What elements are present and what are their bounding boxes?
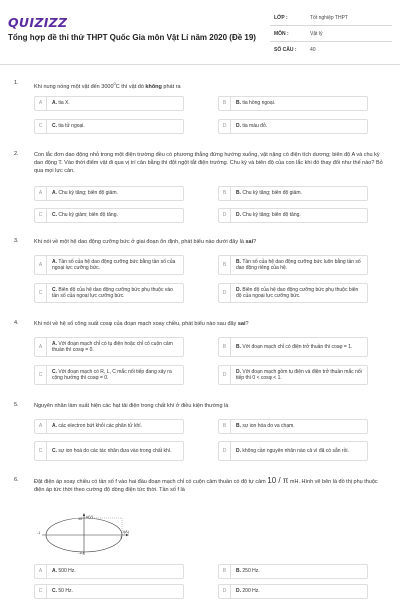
answer-option-c[interactable]: C C. Chu kỳ giảm; biên độ tăng.	[34, 208, 184, 223]
option-letter: A	[35, 256, 47, 274]
x-tick-negative: -1	[37, 531, 41, 535]
question-number: 1.	[14, 80, 19, 86]
meta-key: MÔN :	[274, 30, 289, 37]
option-letter: C	[35, 585, 47, 598]
option-letter: D	[219, 442, 231, 460]
answer-option-d[interactable]: D D. 200 Hz.	[218, 584, 368, 599]
answer-option-d[interactable]: D D. không cần nguyên nhân nào cả vì đã có sẵn rồi.	[218, 441, 368, 461]
option-letter: D	[219, 209, 231, 222]
question-number: 6.	[14, 477, 19, 483]
option-letter: D	[219, 284, 231, 302]
y-tick-positive: 10	[78, 517, 83, 521]
answer-option-d[interactable]: D D. Với đoạn mạch gồm tụ điện và điện trở thuần mắc nối tiếp thì 0 < cosφ < 1.	[218, 365, 368, 385]
answer-option-a[interactable]: A A. 500 Hz.	[34, 564, 184, 579]
option-letter: A	[35, 565, 47, 578]
question-number: 4.	[14, 320, 19, 326]
option-letter: B	[219, 420, 231, 433]
meta-value: 40	[310, 47, 316, 53]
y-axis-label: u(V)	[86, 515, 94, 519]
quizizz-logo: QUIZIZZ	[8, 15, 68, 30]
answer-option-a[interactable]: A A. Chu kỳ tăng; biên độ giảm.	[34, 186, 184, 201]
answer-option-b[interactable]: B B. Chu kỳ tăng; biên độ giảm.	[218, 186, 368, 201]
answer-option-c[interactable]: C C. Biên độ của hệ dao động cưỡng bức phụ thuộc vào tần số của ngoại lực cưỡng bức.	[34, 283, 184, 303]
answer-option-c[interactable]: C C. sự ion hoá do các tác nhân đưa vào trong chất khí.	[34, 441, 184, 461]
option-letter: A	[35, 97, 47, 110]
option-letter: D	[219, 585, 231, 598]
option-letter: C	[35, 366, 47, 384]
answer-option-a[interactable]: A A. tia X.	[34, 96, 184, 111]
y-tick-negative: -10	[78, 551, 84, 555]
meta-key: LỚP :	[274, 14, 288, 21]
document-title: Tổng hợp đề thi thử THPT Quốc Gia môn Vật Lí năm 2020 (Đề 19)	[8, 33, 256, 42]
meta-row-class	[270, 10, 392, 26]
header-divider	[0, 64, 400, 65]
answer-option-a[interactable]: A A. Tần số của hệ dao động cưỡng bức bằng tần số của ngoại lực cưỡng bức.	[34, 255, 184, 275]
question-number: 2.	[14, 151, 19, 157]
meta-table	[270, 10, 392, 58]
option-letter: A	[35, 420, 47, 433]
x-axis-arrow	[126, 534, 129, 536]
answer-option-b[interactable]: B B. sự ion hóa do va chạm.	[218, 419, 368, 434]
option-letter: C	[35, 442, 47, 460]
option-letter: A	[35, 187, 47, 200]
answer-option-c[interactable]: C C. Với đoạn mạch có R, L, C mắc nối tiếp đang xảy ra cộng hưởng thì cosφ = 0.	[34, 365, 184, 385]
option-letter: B	[219, 338, 231, 356]
answer-option-a[interactable]: A A. Với đoạn mạch chỉ có tụ điện hoặc chỉ có cuộn cảm thuần thì cosφ = 0.	[34, 337, 184, 357]
question-text: Khi nói về một hệ dao động cưỡng bức ở giai đoạn ổn định, phát biểu nào dưới đây là sai?	[34, 239, 257, 245]
meta-row-subject	[270, 26, 392, 42]
answer-option-d[interactable]: D D. Biên độ của hệ dao động cưỡng bức phụ thuộc biên độ của ngoại lực cưỡng bức.	[218, 283, 368, 303]
answer-option-b[interactable]: B B. Tần số của hệ dao động cưỡng bức luôn bằng tần số dao động riêng của hệ.	[218, 255, 368, 275]
option-letter: C	[35, 209, 47, 222]
answer-option-b[interactable]: B B. 250 Hz.	[218, 564, 368, 579]
question-text: Khi nói về hệ số công suất cosφ của đoạn mạch xoay chiều, phát biểu nào sau đây sai?	[34, 321, 249, 327]
answer-option-a[interactable]: A A. các electron bứt khỏi các phân tử khí.	[34, 419, 184, 434]
option-letter: B	[219, 565, 231, 578]
option-letter: C	[35, 120, 47, 133]
option-letter: A	[35, 338, 47, 356]
option-letter: B	[219, 187, 231, 200]
answer-option-d[interactable]: D D. Chu kỳ tăng; biên độ tăng.	[218, 208, 368, 223]
option-letter: D	[219, 120, 231, 133]
question-number: 3.	[14, 238, 19, 244]
meta-value: Vật lý	[310, 30, 323, 37]
option-letter: B	[219, 97, 231, 110]
option-letter: C	[35, 284, 47, 302]
question-text: Khi nung nóng một vật đến 3000$^0$C thì vật đó không phát ra	[34, 81, 181, 90]
answer-option-b[interactable]: B B. tia hồng ngoại.	[218, 96, 368, 111]
x-tick-positive: 1	[120, 536, 123, 540]
answer-option-c[interactable]: C C. 50 Hz.	[34, 584, 184, 599]
x-axis-label: i(A)	[123, 530, 129, 534]
question-text: Đặt điện áp xoay chiều có tần số f vào hai đầu đoạn mạch chỉ có cuộn cảm thuần có độ tự cảm 10 / π mH. Hình vẽ bên là đồ thị phụ thuộc điện áp tức thời theo cường độ dòng điện tức thời. Tần số f là	[34, 476, 378, 493]
meta-value: Tốt nghiệp THPT	[310, 14, 348, 21]
y-axis-arrow	[83, 513, 85, 516]
option-letter: D	[219, 366, 231, 384]
option-letter: B	[219, 256, 231, 274]
question-text: Nguyên nhân làm xuất hiện các hạt tải điện trong chất khí ở điều kiện thường là	[34, 403, 229, 409]
answer-option-b[interactable]: B B. Với đoạn mạch chỉ có điện trở thuần thì cosφ = 1.	[218, 337, 368, 357]
answer-option-c[interactable]: C C. tia tử ngoại.	[34, 119, 184, 134]
question-text: Con lắc đơn dao động nhỏ trong một điện trường đều có phương thẳng đứng hướng xuống, vật nặng có điện tích dương; biên độ A và chu kỳ dao động T. Vào thời điểm vật đi qua vị trí cân bằng thì đột ngột tắt điện trường. Chu kỳ và biên độ của con lắc khi đó thay đổi như thế nào? Bỏ qua mọi lực cản.	[34, 152, 383, 174]
question-number: 5.	[14, 402, 19, 408]
meta-key: SỐ CÂU :	[274, 47, 297, 53]
answer-option-d[interactable]: D D. tia màu đỏ.	[218, 119, 368, 134]
u-i-graph	[34, 513, 134, 557]
meta-row-count	[270, 42, 392, 58]
